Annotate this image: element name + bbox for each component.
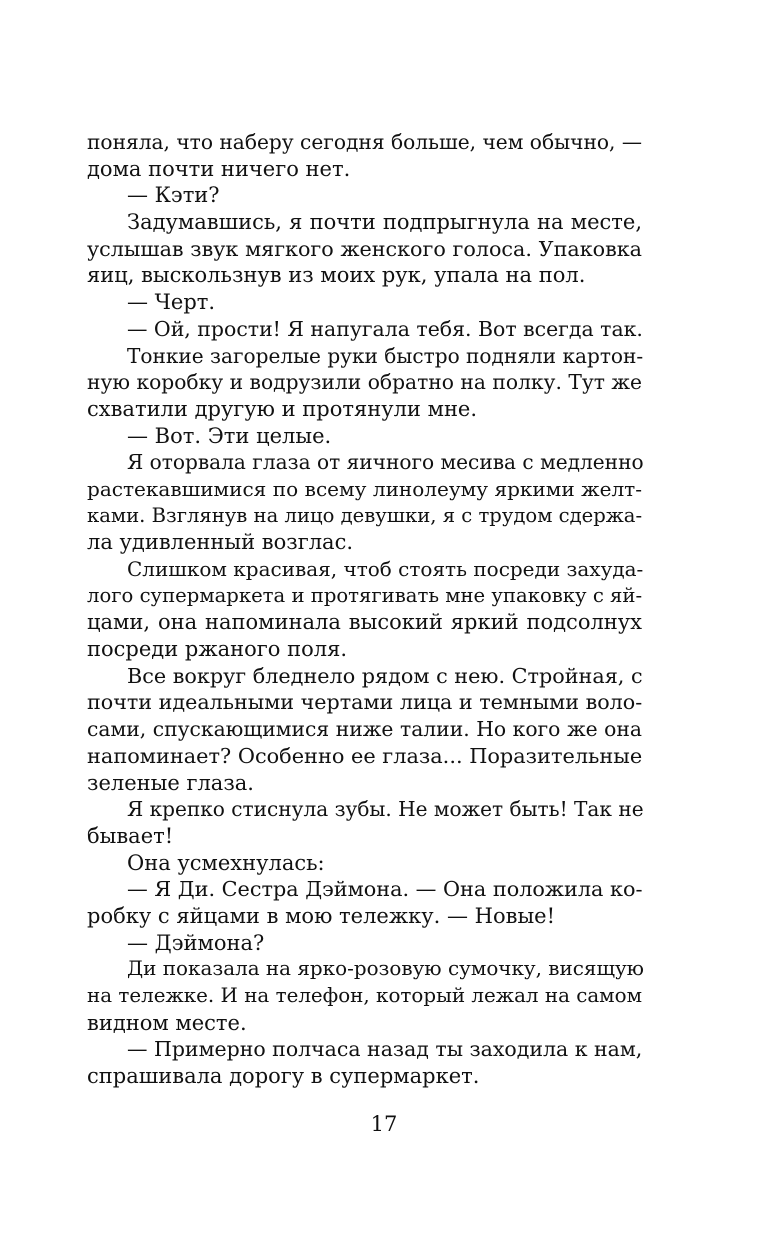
text-line: ла удивленный возглас.: [87, 530, 354, 555]
text-line: схватили другую и протянули мне.: [87, 396, 478, 421]
text-line: Все вокруг бледнело рядом с нею. Стройная, с: [127, 663, 643, 688]
text-line: услышав звук мягкого женского голоса. Упаковка: [87, 236, 642, 261]
text-line: цами, она напоминала высокий яркий подсолнух: [87, 610, 642, 635]
text-line: посреди ржаного поля.: [87, 637, 348, 662]
text-line: — Примерно полчаса назад ты заходила к нам,: [127, 1037, 643, 1062]
text-line: почти идеальными чертами лица и темными воло-: [87, 690, 643, 715]
text-line: — Я Ди. Сестра Дэймона. — Она положила ко-: [127, 877, 643, 902]
text-line: робку с яйцами в мою тележку. — Новые!: [87, 903, 556, 928]
text-line: лого супермаркета и протягивать мне упаковку с яй-: [87, 583, 643, 607]
text-line: Я оторвала глаза от яичного месива с медленно: [127, 450, 644, 475]
text-line: Тонкие загорелые руки быстро подняли картон-: [127, 343, 644, 368]
page-body-text: [87, 129, 642, 1090]
text-line: дома почти ничего нет.: [87, 156, 351, 181]
text-line: — Черт.: [127, 290, 216, 315]
text-line: ную коробку и водрузили обратно на полку. Тут же: [87, 370, 642, 395]
text-line: Я крепко стиснула зубы. Не может быть! Так не: [127, 797, 644, 822]
text-line: Она усмехнулась:: [127, 850, 325, 875]
text-line: — Вот. Эти целые.: [127, 423, 332, 448]
text-line: напоминает? Особенно ее глаза... Поразительные: [87, 743, 643, 768]
text-line: яиц, выскользнув из моих рук, упала на пол.: [87, 263, 586, 288]
text-line: ками. Взглянув на лицо девушки, я с трудом сдержа-: [87, 503, 643, 527]
text-line: — Дэймона?: [127, 930, 265, 955]
text-line: видном месте.: [87, 1010, 247, 1035]
page-number: 17: [370, 1112, 398, 1136]
text-line: на тележке. И на телефон, который лежал на самом: [87, 984, 643, 1007]
text-line: — Кэти?: [127, 183, 220, 208]
text-line: поняла, что наберу сегодня больше, чем обычно, —: [87, 130, 642, 154]
text-line: бывает!: [87, 823, 174, 848]
text-line: сами, спускающимися ниже талии. Но кого же она: [87, 717, 642, 742]
text-line: — Ой, прости! Я напугала тебя. Вот всегда так.: [127, 316, 643, 341]
text-line: Ди показала на ярко-розовую сумочку, висящую: [127, 957, 644, 981]
text-line: спрашивала дорогу в супермаркет.: [87, 1064, 480, 1089]
text-line: Задумавшись, я почти подпрыгнула на месте,: [127, 210, 642, 235]
text-line: растекавшимися по всему линолеуму яркими желт-: [87, 476, 642, 501]
text-line: зеленые глаза.: [87, 770, 254, 795]
text-line: Слишком красивая, чтоб стоять посреди захуда-: [127, 557, 644, 581]
